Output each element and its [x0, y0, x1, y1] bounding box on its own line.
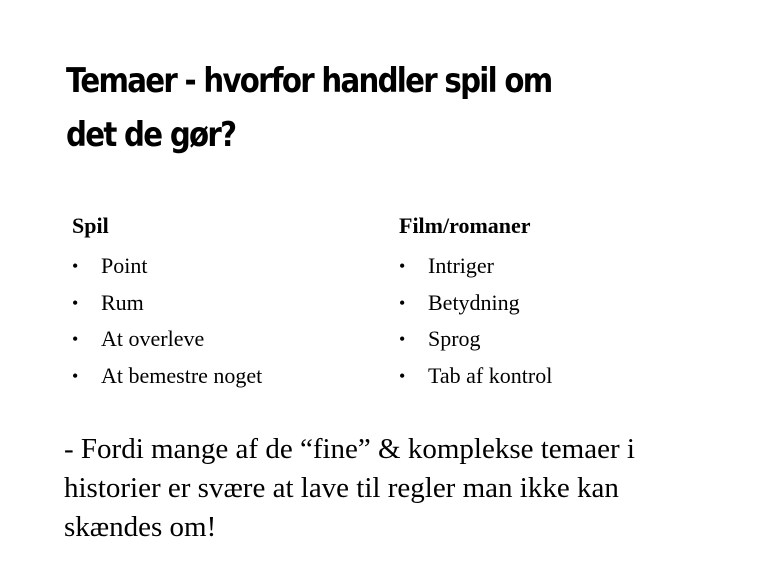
list-item — [72, 321, 372, 358]
list-item — [72, 358, 372, 395]
list-item-label: Betydning — [428, 289, 520, 315]
films-novels-bullet-list — [399, 248, 719, 394]
slide-title: Temaer - hvorfor handler spil om det de gør? — [66, 61, 552, 155]
bullet-icon: • — [72, 292, 79, 313]
list-item-label: Intriger — [428, 253, 494, 278]
list-item — [399, 321, 719, 358]
bullet-icon: • — [72, 329, 79, 349]
bullet-icon: • — [399, 256, 406, 276]
films-novels-column-heading: Film/romaner — [399, 213, 531, 238]
games-bullet-list — [72, 248, 372, 394]
bullet-icon: • — [399, 365, 406, 386]
list-item-label: At overleve — [101, 326, 205, 351]
bullet-icon: • — [72, 256, 79, 276]
films-novels-column — [399, 210, 719, 394]
list-item — [399, 248, 719, 285]
list-item-label: Rum — [101, 289, 144, 315]
list-item — [72, 248, 372, 285]
games-column — [72, 210, 372, 394]
list-item-label: Tab af kontrol — [428, 362, 553, 388]
list-item — [72, 285, 372, 322]
list-item-label: At bemestre noget — [101, 362, 263, 388]
conclusion-text: - Fordi mange af de “fine” & komplekse temaer i historier er svære at lave til regler man ikke kan skændes om! — [64, 433, 635, 543]
list-item-label: Sprog — [428, 326, 481, 351]
bullet-icon: • — [399, 329, 406, 349]
games-column-heading: Spil — [72, 213, 109, 238]
list-item — [399, 358, 719, 395]
bullet-icon: • — [72, 365, 79, 386]
list-item — [399, 285, 719, 322]
bullet-icon: • — [399, 292, 406, 313]
list-item-label: Point — [101, 253, 148, 278]
